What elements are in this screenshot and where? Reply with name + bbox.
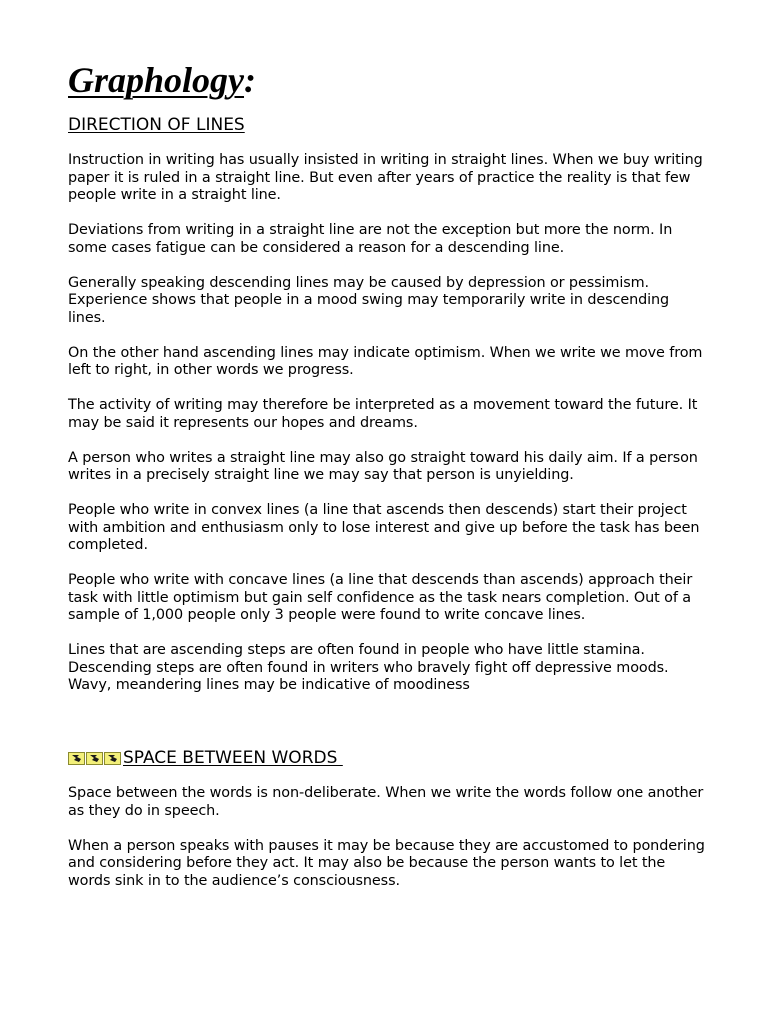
paragraph: Generally speaking descending lines may be caused by depression or pessimism. Experience shows that people in a mood swing may temporarily write in descending lines.	[68, 274, 670, 326]
hand-pointer-bullet-icon	[68, 752, 85, 765]
section-heading	[68, 114, 708, 136]
paragraph: Deviations from writing in a straight line are not the exception but more the norm. In some cases fatigue can be considered a reason for a descending line.	[68, 222, 673, 256]
paragraph: People who write with concave lines (a line that descends than ascends) approach their task with little optimism but gain self confidence as the task nears completion. Out of a sample of 1,000 people only 3 people were found to write concave lines.	[68, 572, 693, 623]
document-title-text: Graphology	[68, 60, 245, 100]
document-page	[68, 56, 708, 908]
paragraph: When a person speaks with pauses it may be because they are accustomed to pondering and considering before they act. It may also be because the person wants to let the words sink in to the audience’s consciousness.	[68, 837, 705, 889]
paragraph: Lines that are ascending steps are often found in people who have little stamina. Descending steps are often found in writers who bravely fight off depressive moods. Wavy, meandering lines may be indicative of moodiness	[68, 642, 669, 693]
document-title	[68, 56, 708, 104]
paragraph: A person who writes a straight line may also go straight toward his daily aim. If a person writes in a precisely straight line we may say that person is unyielding.	[68, 449, 698, 483]
section-spacer	[68, 712, 708, 747]
section-heading-text: DIRECTION OF LINES	[68, 115, 245, 135]
paragraph: People who write in convex lines (a line that ascends then descends) start their project with ambition and enthusiasm only to lose interest and give up before the task has been completed.	[68, 502, 700, 553]
section-heading	[68, 747, 708, 769]
section-direction-of-lines	[68, 114, 708, 695]
hand-pointer-bullet-icon	[86, 752, 103, 765]
paragraph: Space between the words is non-deliberate. When we write the words follow one another as they do in speech.	[68, 785, 704, 819]
hand-pointer-bullet-icon	[104, 752, 121, 765]
bullet-group	[68, 752, 122, 765]
paragraph: Instruction in writing has usually insisted in writing in straight lines. When we buy writing paper it is ruled in a straight line. But even after years of practice the reality is that few people write in a straight line.	[68, 152, 703, 203]
paragraph: The activity of writing may therefore be interpreted as a movement toward the future. It may be said it represents our hopes and dreams.	[68, 397, 698, 431]
section-space-between-words	[68, 747, 708, 890]
paragraph: On the other hand ascending lines may indicate optimism. When we write we move from left to right, in other words we progress.	[68, 344, 703, 378]
document-title-colon: :	[244, 60, 257, 100]
section-heading-text: SPACE BETWEEN WORDS	[123, 748, 343, 768]
